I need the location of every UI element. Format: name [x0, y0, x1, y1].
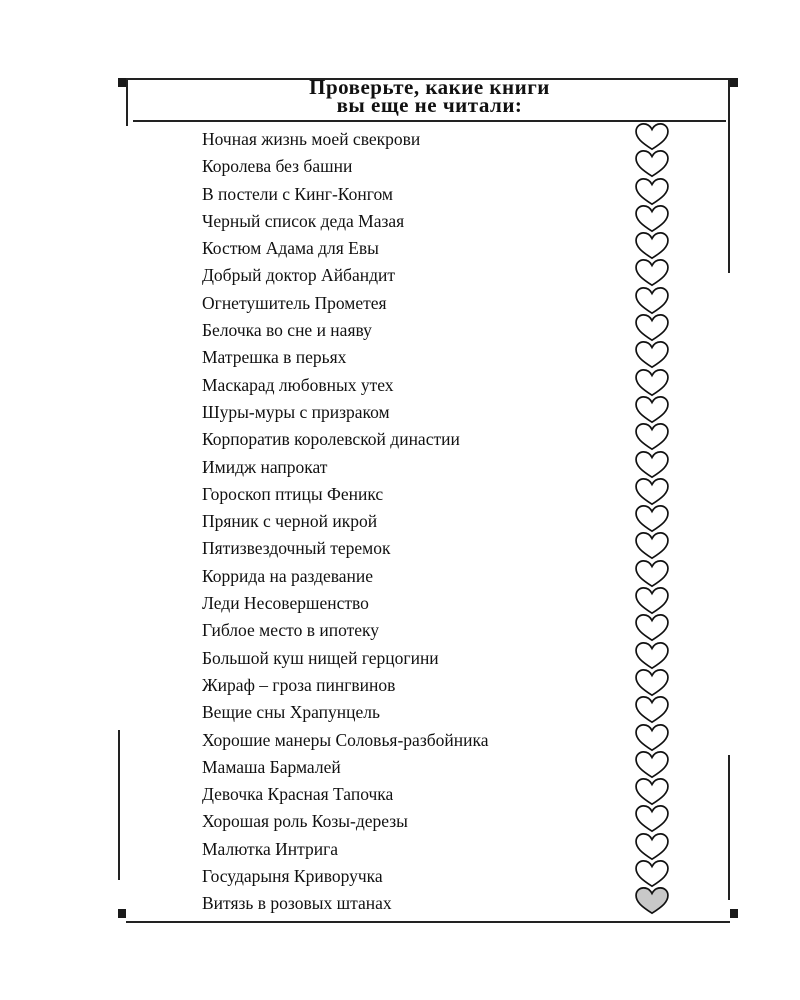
book-title-item: Черный список деда Мазая: [202, 210, 405, 231]
title-line-1: Проверьте, какие книги: [309, 75, 550, 99]
heart-checkbox-icon[interactable]: [633, 124, 671, 151]
page-title: [133, 75, 726, 120]
corner-ornament-bottom-right: [730, 909, 738, 918]
heart-checkbox-icon[interactable]: [633, 752, 671, 779]
book-title-item: Вещие сны Храпунцель: [202, 702, 380, 723]
heart-checkbox-icon[interactable]: [633, 697, 671, 724]
heart-checkbox-icon[interactable]: [633, 370, 671, 397]
heart-checkbox-icon[interactable]: [633, 179, 671, 206]
book-title-item: Королева без башни: [202, 156, 353, 177]
heart-checkbox-icon[interactable]: [633, 615, 671, 642]
heart-checkbox-icon[interactable]: [633, 233, 671, 260]
heart-checkbox-icon[interactable]: [633, 151, 671, 178]
book-title-item: Девочка Красная Тапочка: [202, 784, 394, 805]
heart-checkbox-icon[interactable]: [633, 479, 671, 506]
heart-checkbox-icon[interactable]: [633, 424, 671, 451]
frame-bottom-line: [126, 921, 730, 923]
book-title-item: Белочка во сне и наяву: [202, 320, 372, 341]
heart-checkbox-icon[interactable]: [633, 834, 671, 861]
frame-left-line-bottom: [118, 730, 120, 880]
book-title-item: Жираф – гроза пингвинов: [202, 674, 396, 695]
book-title-item: Государыня Криворучка: [202, 866, 383, 887]
book-title-item: Хорошая роль Козы-дерезы: [202, 811, 408, 832]
heart-checkbox-icon[interactable]: [633, 779, 671, 806]
book-title-item: Витязь в розовых штанах: [202, 893, 392, 914]
heart-checkbox-icon[interactable]: [633, 806, 671, 833]
book-title-item: В постели с Кинг-Конгом: [202, 183, 393, 204]
book-title-item: Добрый доктор Айбандит: [202, 265, 396, 286]
heart-checkbox-icon[interactable]: [633, 533, 671, 560]
heart-checkbox-icon[interactable]: [633, 588, 671, 615]
corner-ornament-top-right: [730, 78, 738, 87]
book-title-item: Матрешка в перьях: [202, 347, 347, 368]
heart-checkbox-icon[interactable]: [633, 861, 671, 888]
book-title-item: Корпоратив королевской династии: [202, 429, 460, 450]
heart-checkbox-icon[interactable]: [633, 315, 671, 342]
heart-checkbox-icon[interactable]: [633, 452, 671, 479]
frame-right-line-top: [728, 78, 730, 273]
book-title-item: Гиблое место в ипотеку: [202, 620, 380, 641]
heart-checkbox-icon[interactable]: [633, 397, 671, 424]
frame-right-line-bottom: [728, 755, 730, 900]
book-title-item: Шуры-муры с призраком: [202, 401, 390, 422]
frame-left-line-top: [126, 78, 128, 126]
book-title-item: Имидж напрокат: [202, 456, 328, 477]
title-line-2: вы еще не читали:: [336, 93, 523, 117]
heart-checkbox-icon[interactable]: [633, 506, 671, 533]
heart-checkbox-icon[interactable]: [633, 260, 671, 287]
book-title-item: Коррида на раздевание: [202, 565, 374, 586]
book-list: [202, 126, 652, 918]
book-title-item: Леди Несовершенство: [202, 593, 369, 614]
book-title-item: Хорошие манеры Соловья-разбойника: [202, 729, 489, 750]
book-title-item: Пятизвездочный теремок: [202, 538, 391, 559]
heart-checkbox-icon[interactable]: [633, 288, 671, 315]
heart-checkbox-icon[interactable]: [633, 643, 671, 670]
book-title-item: Маскарад любовных утех: [202, 374, 394, 395]
book-title-item: Костюм Адама для Евы: [202, 238, 379, 259]
book-title-item: Большой куш нищей герцогини: [202, 647, 439, 668]
book-title-item: Мамаша Бармалей: [202, 756, 341, 777]
book-title-item: Малютка Интрига: [202, 838, 339, 859]
heart-checkbox-icon[interactable]: [633, 725, 671, 752]
heart-checkbox-icon[interactable]: [633, 342, 671, 369]
corner-ornament-bottom-left: [118, 909, 126, 918]
heart-checkbox-icon[interactable]: [633, 206, 671, 233]
book-title-item: Пряник с черной икрой: [202, 511, 378, 532]
book-title-item: Огнетушитель Прометея: [202, 292, 387, 313]
book-list-frame: [118, 70, 738, 930]
heart-checkbox-icon[interactable]: [633, 670, 671, 697]
corner-ornament-top-left: [118, 78, 126, 87]
heart-checkbox-icon[interactable]: [633, 888, 671, 915]
book-title-item: Ночная жизнь моей свекрови: [202, 129, 421, 149]
heart-checkbox-column: [633, 124, 673, 916]
heart-checkbox-icon[interactable]: [633, 561, 671, 588]
book-title-item: Гороскоп птицы Феникс: [202, 483, 384, 504]
